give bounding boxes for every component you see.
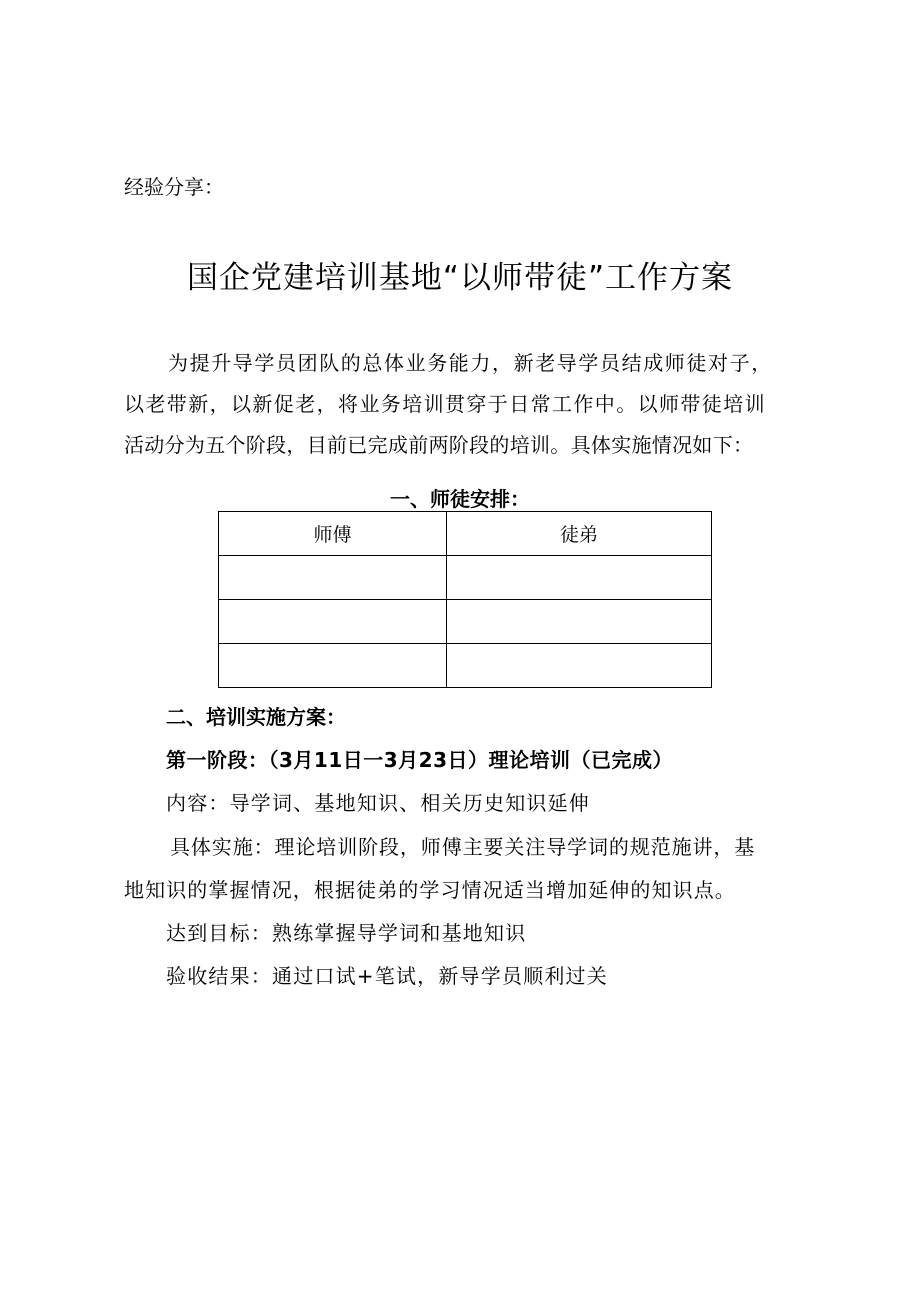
experience-label: 经验分享： <box>124 175 224 199</box>
table-row <box>219 644 712 688</box>
table-row <box>219 556 712 600</box>
mentor-cell <box>219 600 447 644</box>
header-mentor: 师傅 <box>219 512 447 556</box>
section1-heading: 一、师徒安排： <box>390 487 530 511</box>
header-apprentice: 徒弟 <box>447 512 712 556</box>
intro-paragraph <box>124 343 824 466</box>
apprentice-cell <box>447 644 712 688</box>
stage1-acceptance: 验收结果：通过口试+笔试，新导学员顺利过关 <box>166 964 608 988</box>
intro-line: 以老带新，以新促老，将业务培训贯穿于日常工作中。以师带徒培训 <box>124 392 766 416</box>
document-title: 国企党建培训基地“以师带徒”工作方案 <box>186 260 734 296</box>
mentor-cell <box>219 644 447 688</box>
intro-line: 为提升导学员团队的总体业务能力，新老导学员结成师徒对子， <box>168 351 773 375</box>
table-header-row <box>219 512 712 556</box>
implementation-line: 具体实施：理论培训阶段，师傅主要关注导学词的规范施讲，基 <box>170 835 756 859</box>
section2-heading: 二、培训实施方案： <box>166 705 346 729</box>
apprentice-cell <box>447 556 712 600</box>
stage1-heading: 第一阶段：（3月11日一3月23日）理论培训（已完成） <box>166 748 673 772</box>
apprentice-cell <box>447 600 712 644</box>
stage1-goal: 达到目标：熟练掌握导学词和基地知识 <box>166 921 527 945</box>
table-row <box>219 600 712 644</box>
mentor-cell <box>219 556 447 600</box>
implementation-line: 地知识的掌握情况，根据徒弟的学习情况适当增加延伸的知识点。 <box>124 878 736 902</box>
mentor-apprentice-table <box>218 511 712 688</box>
stage1-content: 内容：导学词、基地知识、相关历史知识延伸 <box>166 791 590 815</box>
intro-line: 活动分为五个阶段，目前已完成前两阶段的培训。具体实施情况如下： <box>124 433 754 457</box>
